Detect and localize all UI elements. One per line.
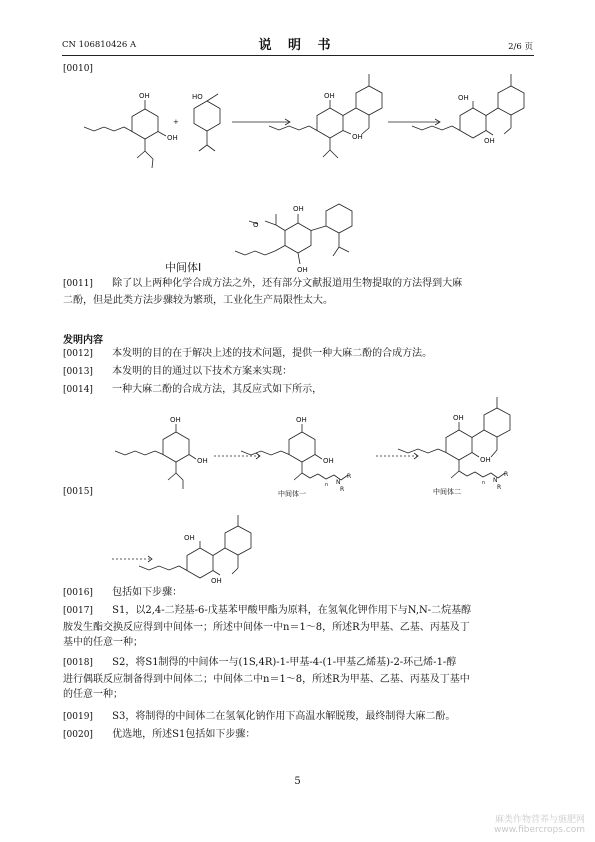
paragraph-text: 的任意一种； <box>63 689 123 700</box>
paragraph-tag: [0012] <box>63 349 93 359</box>
paragraph-0017 <box>63 603 538 651</box>
oh-label: OH <box>184 534 195 542</box>
oh-label: OH <box>139 92 150 100</box>
nitrogen-label: N <box>493 477 498 484</box>
paragraph-0016 <box>63 585 182 602</box>
oh-label: OH <box>293 205 304 213</box>
paragraph-0020 <box>63 727 255 744</box>
r-group-label: R <box>340 486 345 493</box>
plus-sign: + <box>173 118 179 126</box>
oh-label: OH <box>323 457 334 465</box>
paragraph-text: 胺发生酯交换反应得到中间体一；所述中间体一中n＝1～8，所述R为甲基、乙基、丙基及丁 <box>63 621 470 633</box>
r-group-label: R <box>347 473 352 480</box>
section-heading: 发明内容 <box>63 335 103 346</box>
paragraph-text: S3，将制得的中间体二在氢氧化钠作用下高温水解脱羧，最终制得大麻二酚。 <box>112 711 456 722</box>
paragraph-text: 二酚，但是此类方法步骤较为繁琐，工业化生产局限性太大。 <box>63 294 333 306</box>
page-indicator: 2/6 页 <box>508 42 533 52</box>
watermark <box>494 812 585 835</box>
watermark-site-name: 麻类作物营养与施肥网 <box>494 815 585 825</box>
repeat-n-label: n <box>482 480 486 486</box>
oh-label: OH <box>170 416 181 424</box>
oh-label: OH <box>453 414 464 422</box>
paragraph-text: 优选地，所述S1包括如下步骤： <box>112 729 256 740</box>
paragraph-text: 除了以上两种化学合成方法之外，还有部分文献报道用生物提取的方法得到大麻 <box>112 278 463 289</box>
paragraph-text: 本发明的目的通过以下技术方案来实现： <box>112 366 293 377</box>
page-number: 5 <box>294 776 301 787</box>
r-group-label: R <box>497 484 502 491</box>
paragraph-text: 进行偶联反应制备得到中间体二；中间体二中n＝1～8，所述R为甲基、乙基、丙基及丁基中 <box>63 673 470 685</box>
paragraph-tag: [0020] <box>63 730 93 740</box>
paragraph-tag: [0011] <box>63 279 93 289</box>
nitrogen-label: N <box>336 479 341 486</box>
paragraph-text: 包括如下步骤： <box>112 587 183 598</box>
paragraph-tag: [0017] <box>63 606 93 616</box>
paragraph-tag: [0013] <box>63 367 93 377</box>
oh-label: OH <box>197 457 208 465</box>
paragraph-text: 本发明的目的在于解决上述的技术问题，提供一种大麻二酚的合成方法。 <box>112 348 433 359</box>
oh-label: OH <box>296 416 307 424</box>
oh-label: OH <box>297 266 308 274</box>
intermediate-two-label: 中间体二 <box>433 488 461 496</box>
r-group-label: R <box>504 471 509 478</box>
ho-label: HO <box>192 93 203 101</box>
oh-label: OH <box>167 134 178 142</box>
paragraph-tag: [0019] <box>63 712 93 722</box>
patent-number: CN 106810426 A <box>62 40 137 50</box>
repeat-n-label: n <box>325 482 329 488</box>
oh-label: OH <box>480 456 491 464</box>
starting-ester-structure <box>115 424 196 489</box>
oh-label: OH <box>352 133 363 141</box>
oh-label: OH <box>324 92 335 100</box>
paragraph-0018 <box>63 655 538 703</box>
oh-label: OH <box>458 94 469 102</box>
oh-label: OH <box>484 137 495 145</box>
intermediate-one-label: 中间体一 <box>278 490 306 498</box>
paragraph-0019 <box>63 709 455 726</box>
paragraph-text: S2，将S1制得的中间体一与(1S,4R)-1-甲基-4-(1-甲基乙烯基)-2-环己烯-1-醇 <box>112 657 457 668</box>
document-title: 说 明 书 <box>258 38 337 53</box>
paragraph-tag: [0016] <box>63 588 93 598</box>
paragraph-text: S1，以2,4-二羟基-6-戊基苯甲酸甲酯为原料，在氢氧化钾作用下与N,N-二烷基醇 <box>112 605 472 616</box>
paragraph-tag: [0010] <box>63 64 93 74</box>
intermediate-i-label: 中间体Ⅰ <box>165 261 202 274</box>
paragraph-tag: [0018] <box>63 658 93 668</box>
cannabidiol-product-structure <box>139 515 251 578</box>
paragraph-tag: [0015] <box>63 487 93 497</box>
intermediate-two-structure <box>398 397 510 478</box>
watermark-url: www.fibercrops.com <box>494 825 585 835</box>
oh-label: OH <box>211 577 222 585</box>
paragraph-text: 基中的任意一种； <box>63 637 143 648</box>
paragraph-tag: [0014] <box>63 385 93 395</box>
intermediate-one-structure <box>241 424 348 480</box>
paragraph-text: 一种大麻二酚的合成方法，其反应式如下所示， <box>112 384 323 395</box>
ester-oxygen-label: O <box>253 221 259 229</box>
